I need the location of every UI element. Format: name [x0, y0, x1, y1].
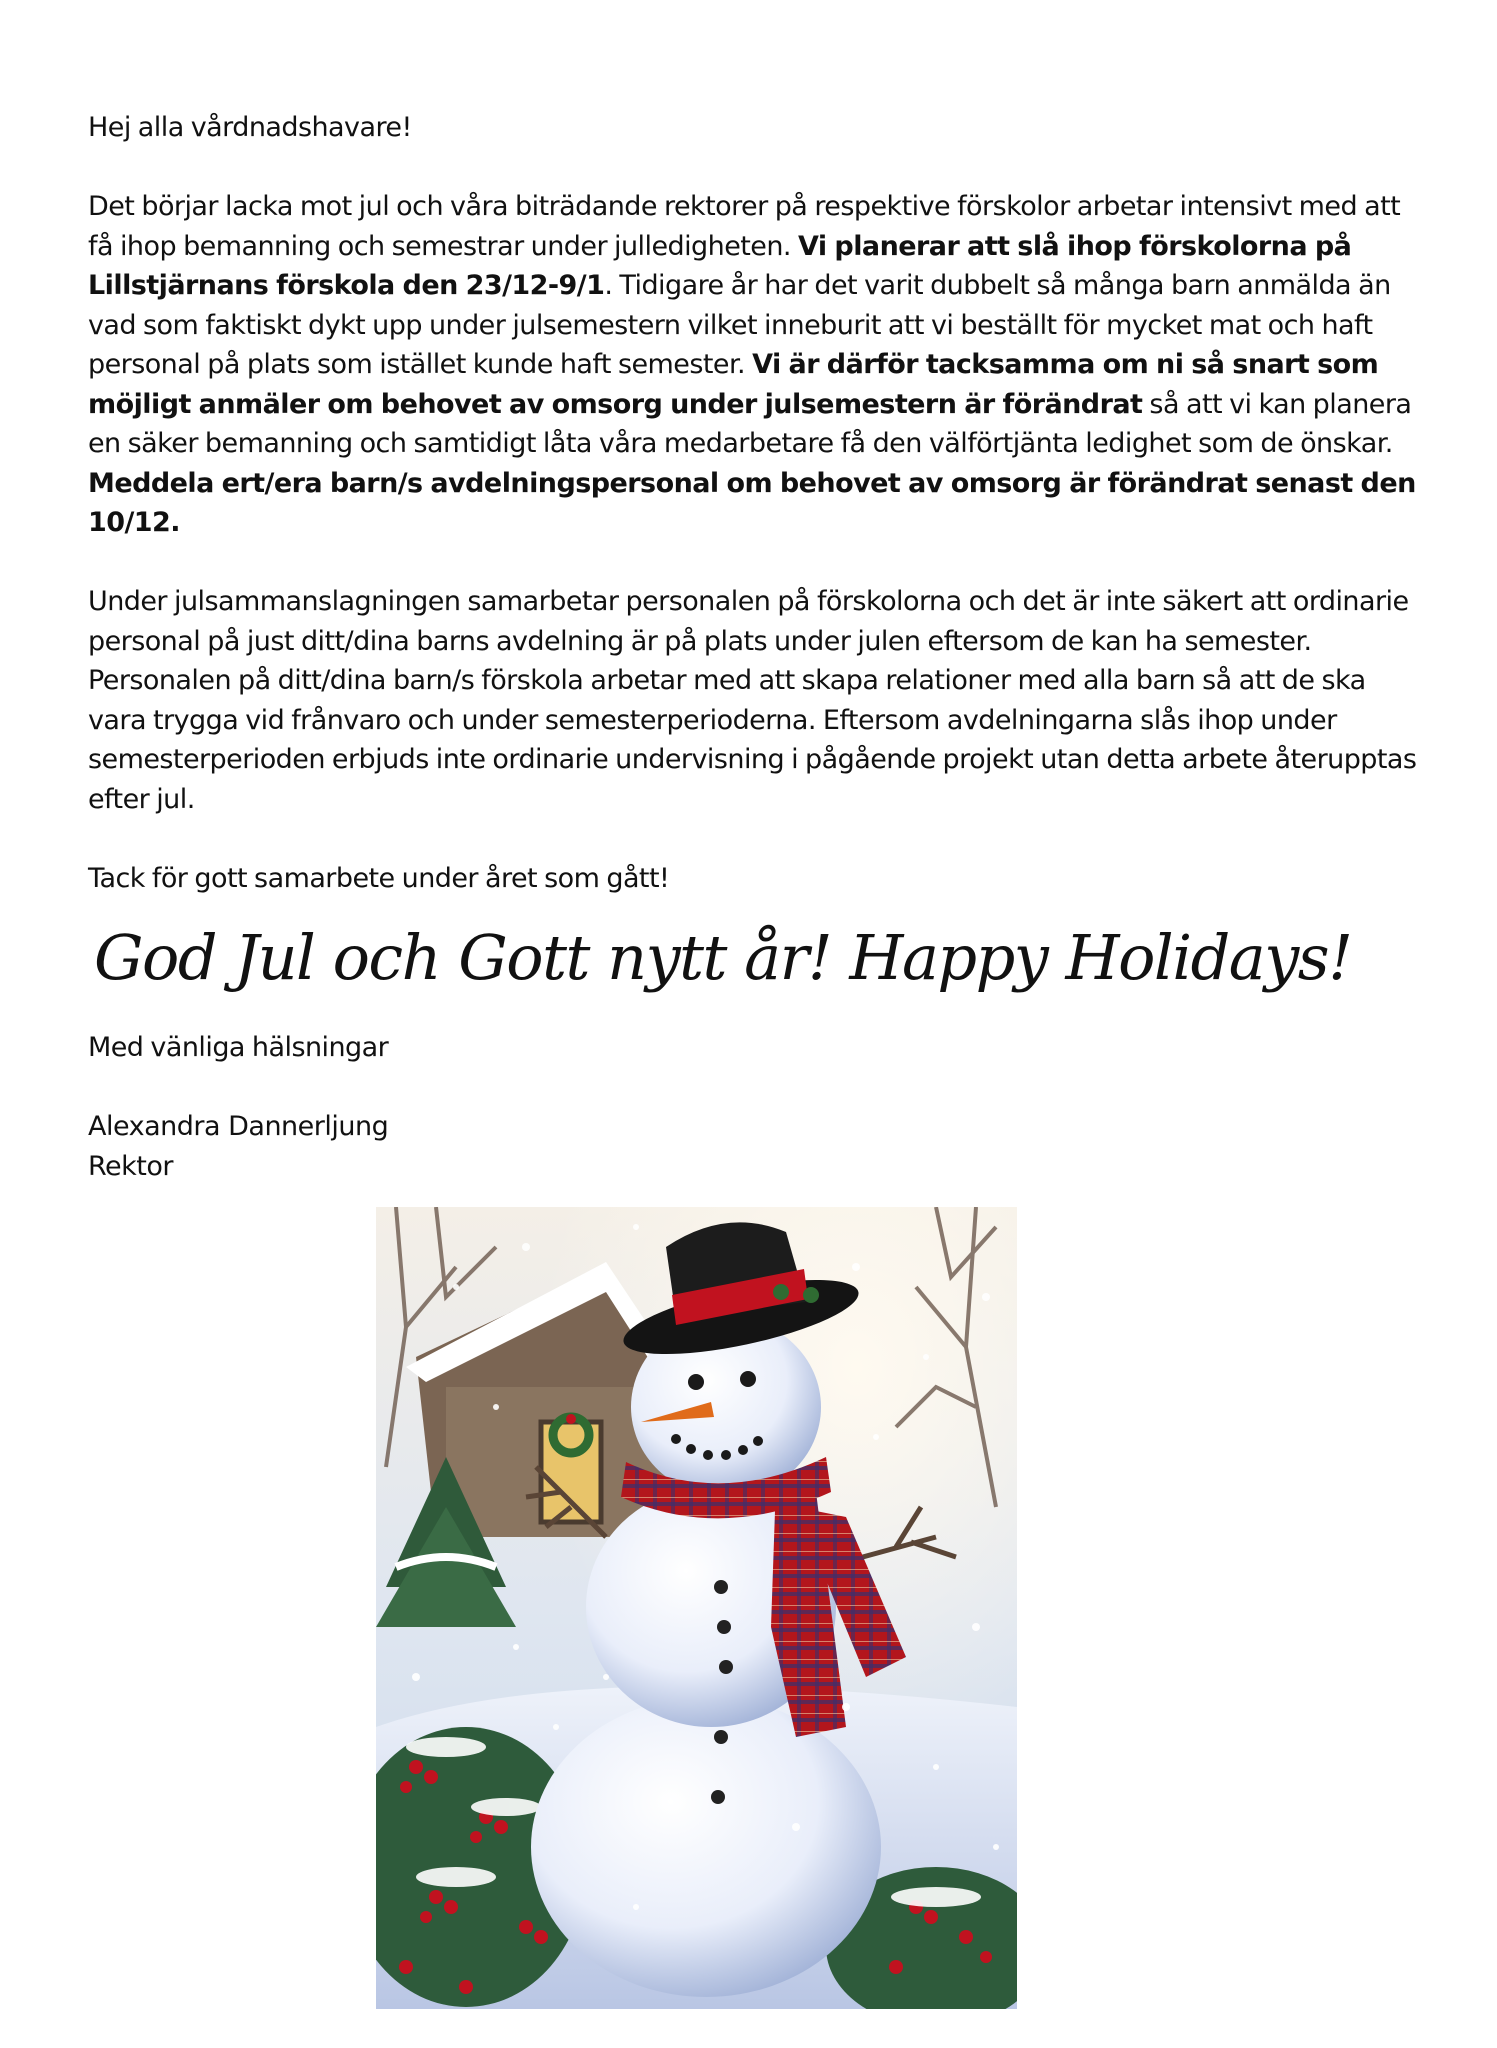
paragraph-planning-text-1: Det börjar lacka mot jul och våra biträdande rektorer på respektive förskolor arbetar intensivt med att få ihop bemanning och semestrar under julledigheten.	[88, 191, 1401, 262]
snowman-illustration	[376, 1207, 1017, 2009]
paragraph-planning-text-2: . Tidigare år har det varit dubbelt så många barn anmälda än vad som faktiskt dykt upp under julsemestern vilket inneburit att vi beställt för mycket mat och haft personal på plats som istället kunde haft semester.	[88, 270, 1391, 380]
paragraph-staffing: Under julsammanslagningen samarbetar personalen på förskolorna och det är inte säkert att ordinarie personal på just ditt/dina barns avdelning är på plats under julen eftersom de kan ha semester. Personalen på ditt/dina barn/s förskola arbetar med att skapa relationer med alla barn så att de ska vara trygga vid frånvaro och under semesterperioderna. Eftersom avdelningarna slås ihop under semesterperioden erbjuds inte ordinarie undervisning i pågående projekt utan detta arbete återupptas efter jul.	[88, 586, 1417, 815]
paragraph-planning-bold-3: Meddela ert/era barn/s avdelningspersonal om behovet av omsorg är förändrat senast den 10/12.	[88, 467, 1416, 538]
paragraph-planning-bold-1: Vi planerar att slå ihop förskolorna på Lillstjärnans förskola den 23/12-9/1	[88, 230, 1352, 301]
signature-title: Rektor	[88, 1150, 174, 1182]
paragraph-thanks: Tack för gott samarbete under året som gått!	[88, 862, 670, 894]
letter-body	[88, 108, 1428, 1186]
holiday-greeting: God Jul och Gott nytt år! Happy Holidays!	[94, 921, 1352, 994]
signature-name: Alexandra Dannerljung	[88, 1111, 389, 1142]
salutation: Hej alla vårdnadshavare!	[88, 112, 412, 143]
snowman-icon	[376, 1207, 1017, 2009]
paragraph-planning-text-3: så att vi kan planera en säker bemanning och samtidigt låta våra medarbetare få den välförtjänta ledighet som de önskar.	[88, 388, 1412, 459]
closing: Med vänliga hälsningar	[88, 1032, 389, 1063]
signature-block	[88, 1107, 1428, 1186]
paragraph-planning	[88, 187, 1428, 543]
paragraph-planning-bold-2: Vi är därför tacksamma om ni så snart som möjligt anmäler om behovet av omsorg under julsemestern är förändrat	[88, 349, 1379, 420]
